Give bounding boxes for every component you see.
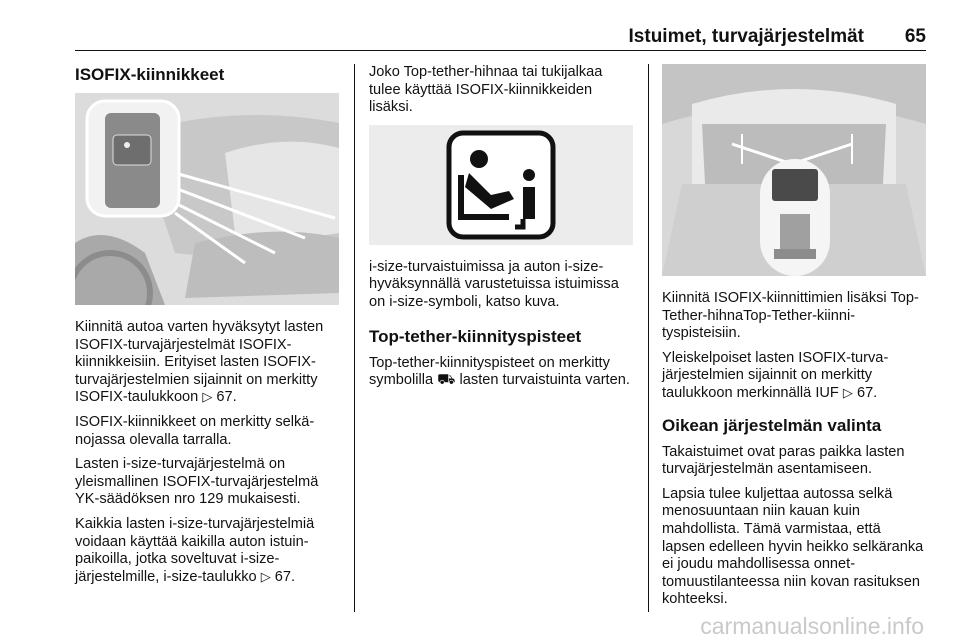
column-3 [662, 64, 926, 616]
watermark: carmanualsonline.info [700, 613, 924, 639]
page-number: 65 [904, 26, 926, 47]
isofix-paragraph-3: Lasten i-size-turvajärjestelmä on yleismallinen ISOFIX-turvajärjestelmä YK-säädöksen nro 129 mukaisesti. [75, 456, 319, 508]
page-ref: 67. [274, 568, 296, 585]
section-heading-selection: Oikean järjestelmän valinta [662, 415, 882, 435]
anchor-paragraph-1: Kiinnitä ISOFIX-kiinnittimien lisäksi Top-Tether-hihnaTop-Tether-kiinnityspisteisiin. [662, 290, 919, 342]
tether-paragraph-3: Top-tether-kiinnityspisteet on merkitty symbolilla [369, 354, 610, 389]
column-2: Joko Top-tether-hihnaa tai tukijalkaa tulee käyttää ISOFIX-kiinnikkeiden lisäksi. i-size-turvaistuimissa ja auton i-size-hyväksynnällä varustetuissa istuimissa on i-size-symboli, katso kuva. Top-tether-kiinnityspisteet Top-tether-kiinnityspisteet on merkitty symbolilla ⛟ lasten turvaistuinta varten. [369, 64, 633, 397]
section-heading-isofix: ISOFIX-kiinnikkeet [75, 65, 225, 84]
ref-triangle-icon: ▷ [202, 390, 213, 406]
selection-paragraph-1: Takaistuimet ovat paras paikka lasten turvajärjestelmän asentamiseen. [662, 443, 905, 478]
selection-paragraph-2: Lapsia tulee kuljettaa autossa selkä menosuuntaan niin kauan kuin mahdollista. Tämä varmistaa, että lapsen edelleen hyvin heikko selkäranka ei joudu mahdollisessa onnettomuustilanteessa niin kovan rasituksen kohteeksi. [662, 485, 924, 608]
column-1 [75, 64, 341, 593]
isofix-paragraph-2: ISOFIX-kiinnikkeet on merkitty selkänojassa olevalla tarralla. [75, 413, 315, 448]
page-header [75, 26, 926, 51]
isofix-rear-seat-illustration [75, 93, 339, 305]
section-heading-top-tether: Top-tether-kiinnityspisteet [369, 326, 582, 346]
page-ref: 67. [856, 384, 878, 401]
column-divider [648, 64, 649, 612]
tether-paragraph-1: Joko Top-tether-hihnaa tai tukijalkaa tulee käyttää ISOFIX-kiinnikkeiden lisäksi. [369, 64, 603, 116]
ref-triangle-icon: ▷ [260, 569, 271, 585]
tether-paragraph-2: i-size-turvaistuimissa ja auton i-size-hyväksynnällä varustetuissa istuimissa on i-size-symboli, katso kuva. [369, 258, 619, 310]
i-size-symbol-icon [369, 125, 633, 245]
trunk-tether-anchor-illustration [662, 64, 926, 276]
page-title: Istuimet, turvajärjestelmät [628, 26, 864, 47]
top-tether-icon: ⛟ [437, 372, 456, 389]
ref-triangle-icon: ▷ [842, 385, 853, 401]
column-divider [354, 64, 355, 612]
page-ref: 67. [216, 389, 237, 406]
isofix-paragraph-4: Kaikkia lasten i-size-turvajärjestelmiä voidaan käyttää kaikilla auton istuinpaikoilla, jotka soveltuvat i-size-järjestelmille, i-size-taulukko [75, 515, 315, 585]
anchor-paragraph-2: Yleiskelpoiset lasten ISOFIX-turvajärjestelmien sijainnit on merkitty taulukkoon merkinnällä IUF [662, 349, 889, 401]
isofix-paragraph-1: Kiinnitä autoa varten hyväksytyt lasten ISOFIX-turvajärjestelmät ISOFIX-kiinnikkeisiin. Erityiset lasten ISOFIX-turvajärjestelmien sijainnit on merkitty ISOFIX-taulukkoon [75, 319, 324, 406]
